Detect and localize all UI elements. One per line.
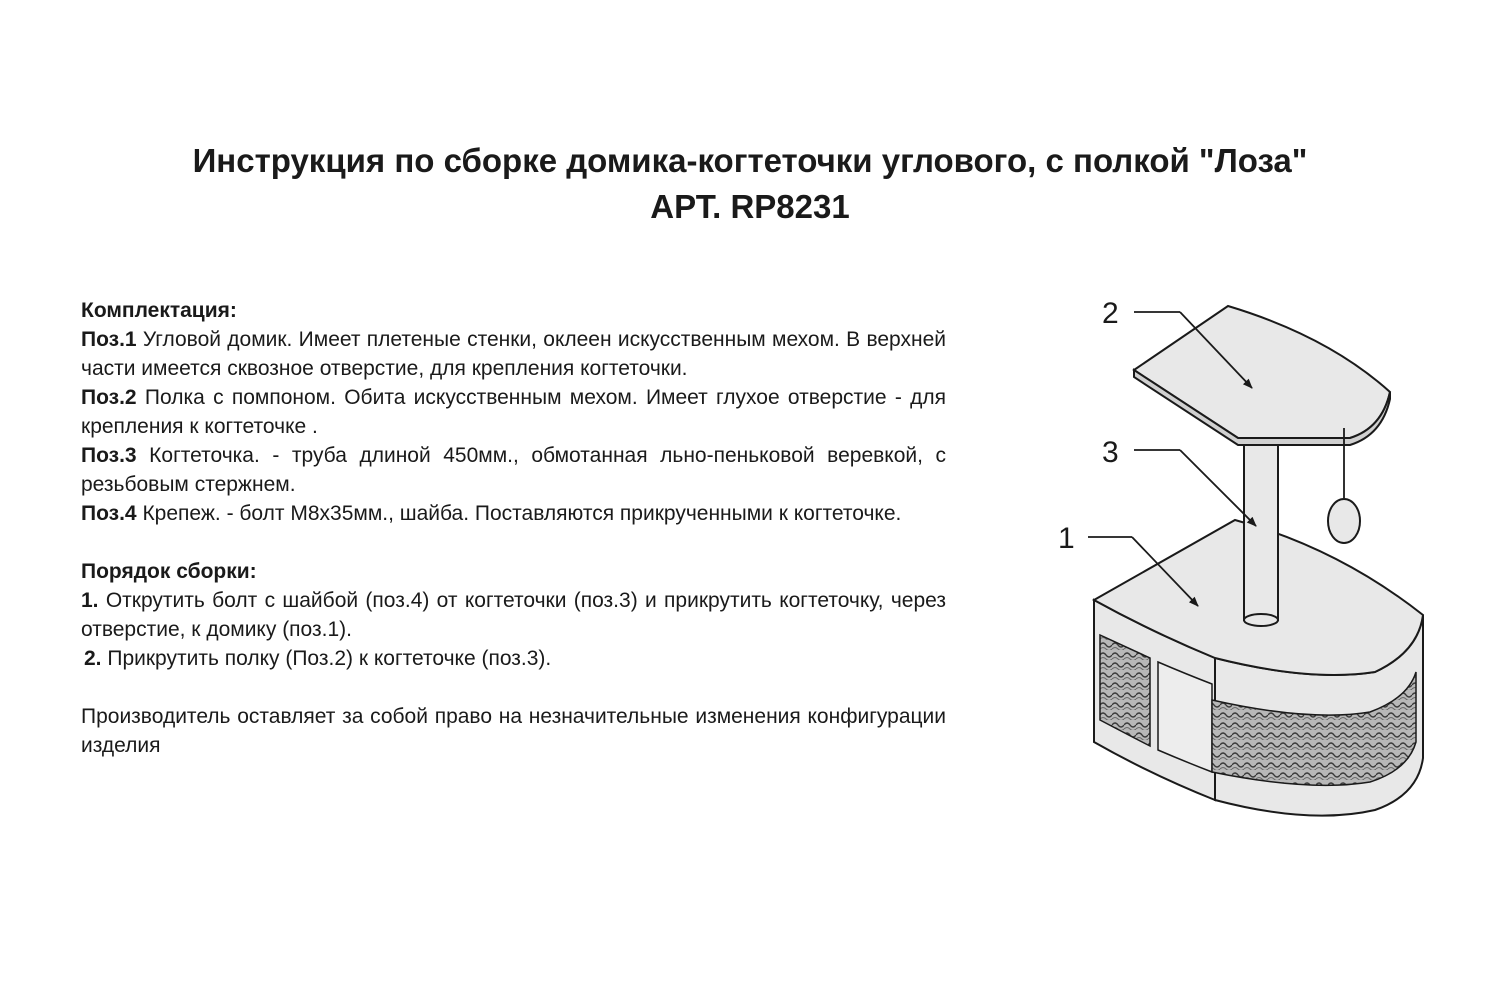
pos-text-3: Когтеточка. - труба длиной 450мм., обмотанная льно-пеньковой веревкой, с резьбовым стержнем. xyxy=(81,444,946,496)
pos-text-4: Крепеж. - болт М8х35мм., шайба. Поставляются прикрученными к когтеточке. xyxy=(136,502,902,525)
instruction-text xyxy=(81,296,946,760)
pompon xyxy=(1328,499,1360,543)
shelf-top xyxy=(1134,306,1390,438)
disclaimer: Производитель оставляет за собой право на незначительные изменения конфигурации изделия xyxy=(81,705,946,757)
contents-item-1 xyxy=(81,325,946,383)
pos-label-1: Поз.1 xyxy=(81,328,137,351)
post-body xyxy=(1244,435,1278,620)
assembly-step-2 xyxy=(81,644,946,673)
step-text-2: Прикрутить полку (Поз.2) к когтеточке (поз.3). xyxy=(101,647,552,670)
pos-label-2: Поз.2 xyxy=(81,386,137,409)
assembly-heading: Порядок сборки: xyxy=(81,560,257,583)
callout-number-2: 2 xyxy=(1102,297,1119,330)
callout-number-1: 1 xyxy=(1058,522,1075,555)
step-number-2: 2. xyxy=(84,647,102,670)
title-line-2: АРТ. RP8231 xyxy=(650,188,850,225)
contents-item-2 xyxy=(81,383,946,441)
scratching-post xyxy=(1244,435,1278,626)
document-title xyxy=(0,138,1500,230)
section-gap xyxy=(81,528,946,557)
pos-label-4: Поз.4 xyxy=(81,502,137,525)
assembly-step-1 xyxy=(81,586,946,644)
step-text-1: Открутить болт с шайбой (поз.4) от когтеточки (поз.3) и прикрутить когтеточку, через отверстие, к домику (поз.1). xyxy=(81,589,946,641)
contents-item-3 xyxy=(81,441,946,499)
pos-text-1: Угловой домик. Имеет плетеные стенки, оклеен искусственным мехом. В верхней части имеется сквозное отверстие, для крепления когтеточки. xyxy=(81,328,946,380)
contents-heading: Комплектация: xyxy=(81,299,237,322)
section-gap-2 xyxy=(81,673,946,702)
post-base xyxy=(1244,614,1278,626)
contents-item-4 xyxy=(81,499,946,528)
pos-label-3: Поз.3 xyxy=(81,444,137,467)
assembly-diagram xyxy=(1040,280,1460,840)
pos-text-2: Полка с помпоном. Обита искусственным мехом. Имеет глухое отверстие - для крепления к когтеточке . xyxy=(81,386,946,438)
title-line-1: Инструкция по сборке домика-когтеточки углового, с полкой "Лоза" xyxy=(192,142,1308,179)
callout-number-3: 3 xyxy=(1102,436,1119,469)
callout-3 xyxy=(1102,436,1256,526)
step-number-1: 1. xyxy=(81,589,99,612)
